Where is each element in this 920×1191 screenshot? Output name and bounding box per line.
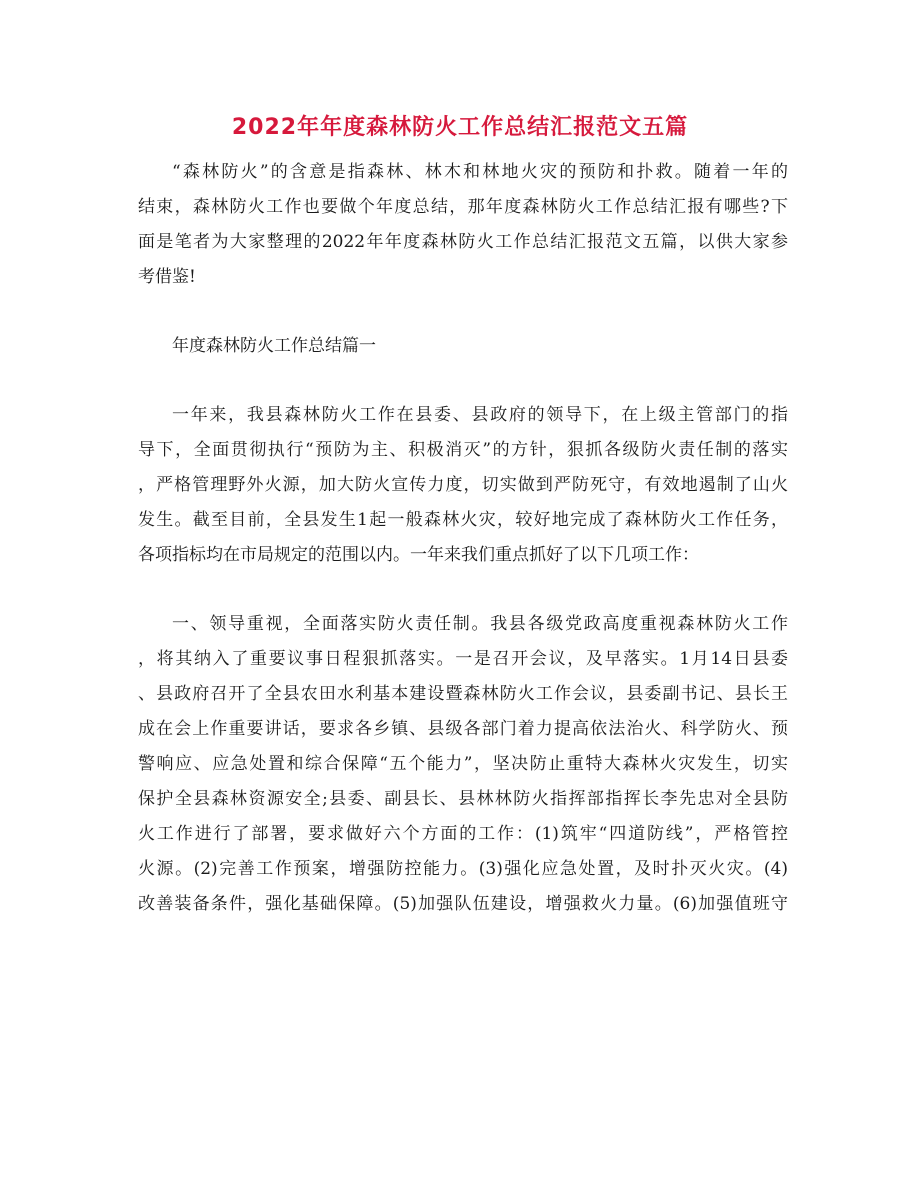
text-line: 警响应、应急处置和综合保障“五个能力”，坚决防止重特大森林火灾发生，切实 (138, 754, 788, 774)
text-line: 考借鉴! (138, 267, 196, 287)
paragraph-1 (138, 398, 788, 573)
text-line: “森林防火”的含意是指森林、林木和林地火灾的预防和扑救。随着一年的 (172, 162, 788, 182)
text-line: ，将其纳入了重要议事日程狠抓落实。一是召开会议，及早落实。1月14日县委 (138, 649, 788, 669)
text-line: 火源。(2)完善工作预案，增强防控能力。(3)强化应急处置，及时扑灭火灾。(4) (138, 859, 788, 879)
text-line: 结束，森林防火工作也要做个年度总结，那年度森林防火工作总结汇报有哪些?下 (138, 197, 788, 217)
text-line: 面是笔者为大家整理的2022年年度森林防火工作总结汇报范文五篇，以供大家参 (138, 232, 788, 252)
document-title: 2022年年度森林防火工作总结汇报范文五篇 (231, 115, 689, 140)
text-line: 、县政府召开了全县农田水利基本建设暨森林防火工作会议，县委副书记、县长王 (138, 684, 788, 704)
text-line: 发生。截至目前，全县发生1起一般森林火灾，较好地完成了森林防火工作任务， (138, 510, 788, 530)
text-line: 成在会上作重要讲话，要求各乡镇、县级各部门着力提高依法治火、科学防火、预 (138, 719, 788, 739)
text-line: ，严格管理野外火源，加大防火宣传力度，切实做到严防死守，有效地遏制了山火 (138, 475, 788, 495)
text-line: 各项指标均在市局规定的范围以内。一年来我们重点抓好了以下几项工作： (138, 545, 699, 565)
paragraph-2 (138, 607, 788, 922)
text-line: 导下，全面贯彻执行“预防为主、积极消灭”的方针，狠抓各级防火责任制的落实 (138, 440, 788, 460)
text-line: 改善装备条件，强化基础保障。(5)加强队伍建设，增强救火力量。(6)加强值班守 (138, 894, 788, 914)
document-body (138, 155, 788, 956)
intro-paragraph (138, 155, 788, 295)
section-heading: 年度森林防火工作总结篇一 (172, 336, 376, 356)
text-line: 一、领导重视，全面落实防火责任制。我县各级党政高度重视森林防火工作 (172, 614, 788, 634)
text-line: 保护全县森林资源安全;县委、副县长、县林林防火指挥部指挥长李先忠对全县防 (138, 789, 788, 809)
text-line: 一年来，我县森林防火工作在县委、县政府的领导下，在上级主管部门的指 (172, 405, 788, 425)
text-line: 火工作进行了部署，要求做好六个方面的工作：(1)筑牢“四道防线”，严格管控 (138, 824, 788, 844)
